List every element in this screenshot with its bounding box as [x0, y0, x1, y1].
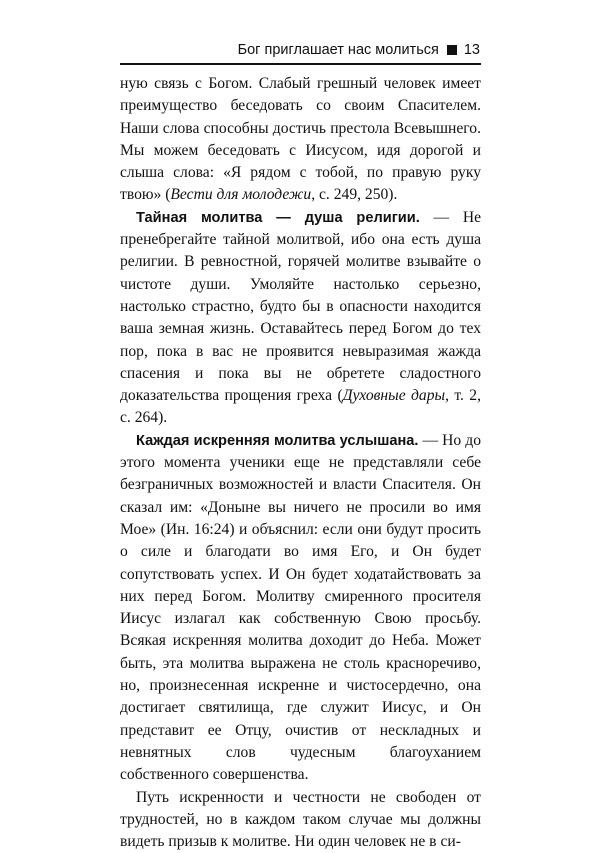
section-lead-heading: Тайная молитва — душа религии.: [136, 210, 420, 226]
paragraph: [120, 787, 481, 853]
running-header: [120, 40, 480, 60]
text-run: ную связь с Богом. Слабый грешный человек имеет преимущество беседовать со своим Спасителем. Наши слова способны достичь престола Всевышнего. Мы можем беседовать с Иисусом, идя дорогой и слыша слова: «Я рядом с тобой, по правую руку твою» (: [120, 75, 481, 203]
text-run: Путь искренности и честности не свободен от трудностей, но в каждом таком случае мы должны видеть призыв к молитве. Ни один человек не в си-: [120, 789, 481, 851]
source-title: Вести для молодежи: [170, 186, 311, 203]
header-rule: [120, 63, 481, 65]
text-run: , т. 2, с. 264).: [120, 387, 481, 426]
source-title: Духовные дары: [343, 387, 445, 404]
paragraph: [120, 73, 481, 207]
text-run: , с. 249, 250).: [311, 186, 397, 203]
section-lead-heading: Каждая искренняя молитва услышана.: [136, 433, 418, 449]
page-number: 13: [464, 42, 480, 58]
paragraph: [120, 207, 481, 430]
text-run: — Но до этого момента ученики еще не представляли себе безграничных возможностей и власти Спасителя. Он сказал им: «Доныне вы ничего не просили во имя Мое» (Ин. 16:24) и объяснил: если они будут просить о силе и благодати во имя Его, и Он будет сопутствовать успех. И Он будет ходатайствовать за них перед Богом. Молитву смиренного просителя Иисус излагал как собственную Свою просьбу. Всякая искренняя молитва доходит до Неба. Может быть, эта молитва выражена не столь красноречиво, но, произнесенная искренне и чистосердечно, она достигает святилища, где служит Иисус, и Он представит ее Отцу, очистив от нескладных и невнятных слов чудесным благоуханием собственного совершенства.: [120, 432, 481, 783]
running-title: Бог приглашает нас молиться: [238, 42, 439, 58]
square-icon: [447, 45, 457, 55]
text-run: — Не пренебрегайте тайной молитвой, ибо она есть душа религии. В ревностной, горячей молитве взывайте о чистоте души. Умоляйте настолько серьезно, настолько страстно, будто бы в опасности находится ваша земная жизнь. Оставайтесь перед Богом до тех пор, пока в вас не проявится невыразимая жажда спасения и пока вы не обретете сладостного доказательства прощения греха (: [120, 209, 481, 404]
body-text: [120, 73, 481, 853]
paragraph: [120, 430, 481, 787]
